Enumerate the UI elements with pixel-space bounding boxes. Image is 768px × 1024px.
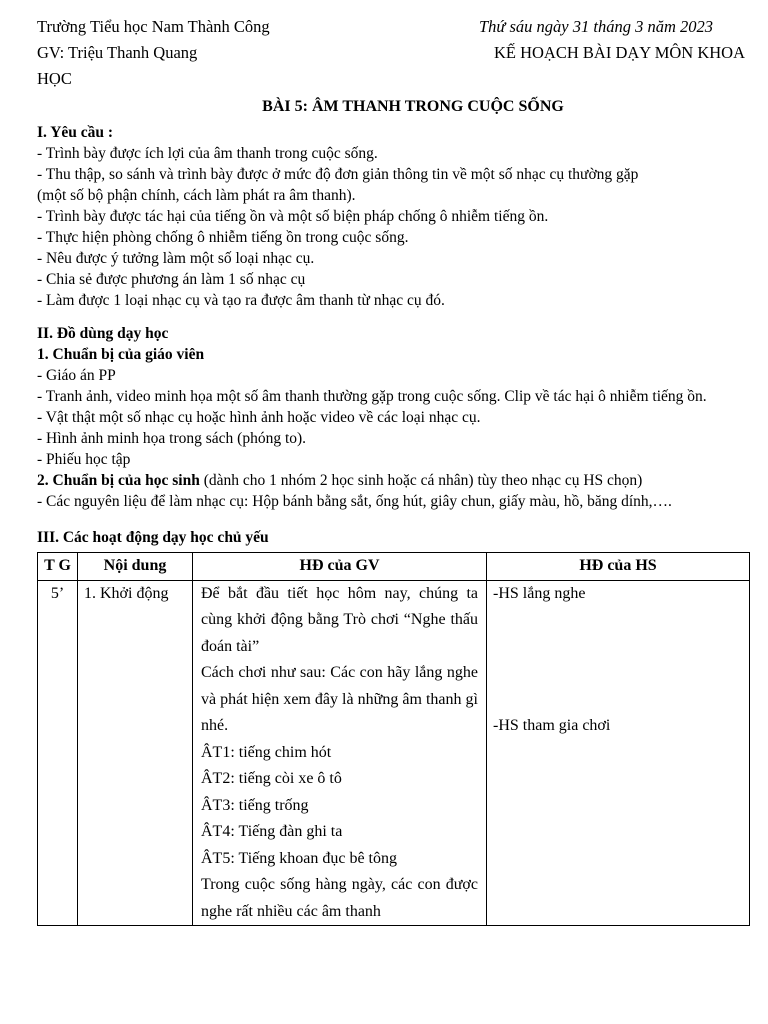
document-page <box>37 14 749 926</box>
cell-gv <box>193 580 487 926</box>
table-row <box>38 580 750 926</box>
section-2-sub2-line <box>37 470 749 491</box>
list-item: - Tranh ảnh, video minh họa một số âm thanh thường gặp trong cuộc sống. Clip về tác hại ô nhiễm tiếng ồn. <box>37 388 707 405</box>
hs-step: -HS tham gia chơi <box>493 717 611 734</box>
list-item: - Hình ảnh minh họa trong sách (phóng to). <box>37 430 307 447</box>
activities-table <box>37 552 750 926</box>
list-item: - Giáo án PP <box>37 367 116 384</box>
table-header-row <box>38 553 750 581</box>
school-name: Trường Tiểu học Nam Thành Công <box>37 17 270 36</box>
list-item: - Nêu được ý tưởng làm một số loại nhạc cụ. <box>37 250 315 267</box>
section-2-sub1-heading: 1. Chuẩn bị của giáo viên <box>37 346 205 363</box>
column-header-tg: T G <box>38 553 78 581</box>
teacher-name: GV: Triệu Thanh Quang <box>37 43 198 62</box>
cell-content: 1. Khởi động <box>78 580 193 926</box>
section-2-sub2-note: (dành cho 1 nhóm 2 học sinh hoặc cá nhân) tùy theo nhạc cụ HS chọn) <box>199 472 643 489</box>
section-2-heading: II. Đồ dùng dạy học <box>37 325 169 342</box>
section-2-teacher-list <box>37 365 749 470</box>
gv-step: ÂT1: tiếng chim hót <box>201 743 332 761</box>
cell-hs <box>487 580 750 926</box>
list-item: - Các nguyên liệu để làm nhạc cụ: Hộp bánh bằng sắt, ống hút, giây chun, giấy màu, hồ, băng dính,…. <box>37 493 672 510</box>
lesson-date: Thứ sáu ngày 31 tháng 3 năm 2023 <box>478 17 713 36</box>
list-item: - Thu thập, so sánh và trình bày được ở mức độ đơn giản thông tin về một số nhạc cụ thường gặp <box>37 166 639 183</box>
gv-step: Cách chơi như sau: Các con hãy lắng nghe và phát hiện xem đây là những âm thanh gì nhé. <box>201 664 478 734</box>
list-item: - Chia sẻ được phương án làm 1 số nhạc cụ <box>37 271 306 288</box>
list-item: - Làm được 1 loại nhạc cụ và tạo ra được âm thanh từ nhạc cụ đó. <box>37 292 445 309</box>
lesson-title: BÀI 5: ÂM THANH TRONG CUỘC SỐNG <box>262 98 564 115</box>
section-3-heading: III. Các hoạt động dạy học chủ yếu <box>37 529 269 546</box>
list-item: (một số bộ phận chính, cách làm phát ra âm thanh). <box>37 187 356 204</box>
gv-step: ÂT2: tiếng còi xe ô tô <box>201 770 342 787</box>
plan-title-continued: HỌC <box>37 69 72 88</box>
header-row-2 <box>37 40 749 66</box>
list-item: - Vật thật một số nhạc cụ hoặc hình ảnh hoặc video về các loại nhạc cụ. <box>37 409 481 426</box>
cell-tg: 5’ <box>38 580 78 926</box>
gv-step: Trong cuộc sống hàng ngày, các con được nghe rất nhiều các âm thanh <box>201 876 478 920</box>
column-header-hs: HĐ của HS <box>487 553 750 581</box>
gv-step: ÂT5: Tiếng khoan đục bê tông <box>201 849 397 867</box>
list-item: - Trình bày được ích lợi của âm thanh trong cuộc sống. <box>37 145 378 162</box>
section-1-list <box>37 143 749 311</box>
gv-step: Để bắt đầu tiết học hôm nay, chúng ta cùng khởi động bằng Trò chơi “Nghe thấu đoán tài” <box>201 584 478 655</box>
list-item: - Thực hiện phòng chống ô nhiễm tiếng ồn trong cuộc sống. <box>37 229 409 246</box>
gv-step: ÂT4: Tiếng đàn ghi ta <box>201 823 343 840</box>
column-header-content: Nội dung <box>78 553 193 581</box>
header-row-3 <box>37 66 749 92</box>
header-row-1 <box>37 14 749 40</box>
column-header-gv: HĐ của GV <box>193 553 487 581</box>
plan-title: KẾ HOẠCH BÀI DẠY MÔN KHOA <box>493 43 745 62</box>
section-2-sub2-heading: 2. Chuẩn bị của học sinh <box>37 472 200 489</box>
list-item: - Trình bày được tác hại của tiếng ồn và một số biện pháp chống ô nhiễm tiếng ồn. <box>37 208 549 225</box>
hs-step: -HS lắng nghe <box>493 584 586 602</box>
gv-step: ÂT3: tiếng trống <box>201 796 309 814</box>
section-1-heading: I. Yêu cầu : <box>37 124 114 141</box>
list-item: - Phiếu học tập <box>37 451 131 468</box>
